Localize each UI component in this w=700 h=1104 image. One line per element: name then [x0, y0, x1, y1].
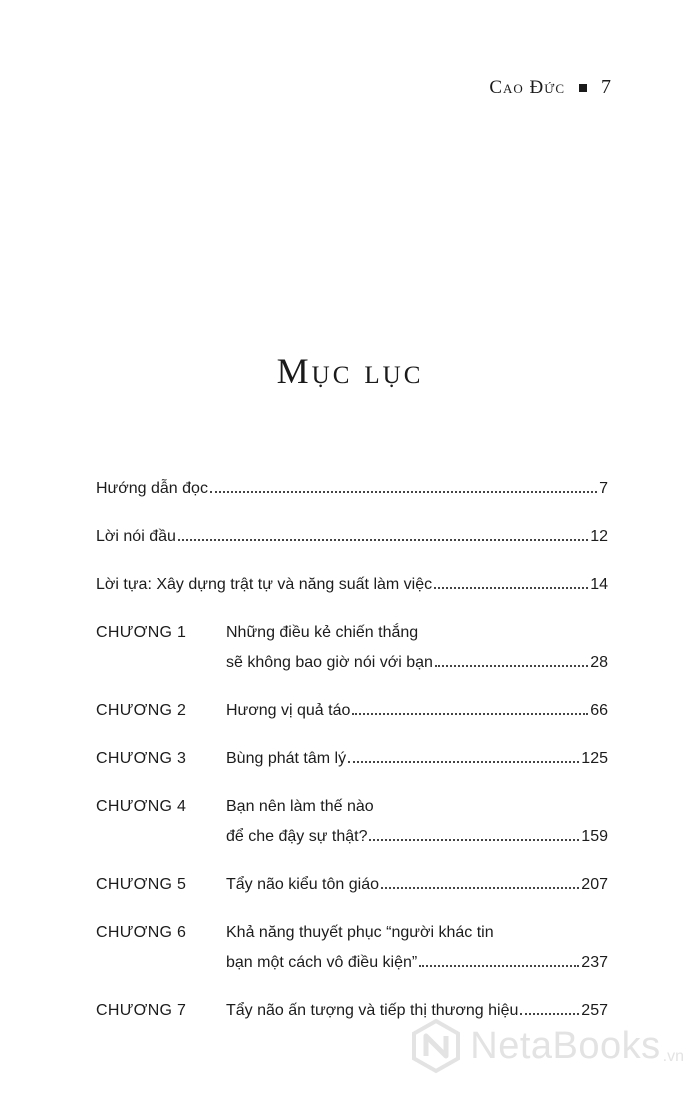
toc-entry — [96, 920, 608, 976]
toc-entry-title: Hướng dẫn đọc — [96, 480, 208, 497]
toc-chapter-label: CHƯƠNG 2 — [96, 702, 187, 719]
watermark-brand: NetaBooks — [470, 1024, 661, 1067]
toc-entry-title: Những điều kẻ chiến thắng — [226, 624, 419, 641]
watermark-tld: .vn — [662, 1048, 684, 1065]
toc-page-number: 159 — [581, 828, 608, 845]
dot-leader — [435, 665, 588, 667]
toc-chapter-label: CHƯƠNG 5 — [96, 876, 187, 893]
dot-leader — [210, 491, 597, 493]
toc-line — [96, 824, 608, 850]
running-head-author: Cao Đức — [489, 76, 565, 98]
toc-entry — [96, 698, 608, 724]
toc-line — [96, 650, 608, 676]
dot-leader — [520, 1013, 579, 1015]
toc-entry — [96, 794, 608, 850]
toc-entry-title: Lời tựa: Xây dựng trật tự và năng suất làm việc — [96, 576, 433, 593]
page-title: Mục lục — [276, 351, 424, 391]
toc-chapter-label: CHƯƠNG 3 — [96, 750, 187, 767]
toc-page-number: 257 — [581, 1002, 608, 1019]
toc-entry — [96, 746, 608, 772]
toc-page-number: 28 — [590, 654, 608, 671]
toc-page-number: 14 — [590, 576, 608, 593]
toc-entry-title: để che đậy sự thật? — [226, 828, 368, 845]
dot-leader — [352, 713, 588, 715]
toc-page-number: 66 — [590, 702, 608, 719]
toc-line — [96, 524, 608, 550]
toc-page-number: 237 — [581, 954, 608, 971]
toc-chapter-label: CHƯƠNG 7 — [96, 1002, 187, 1019]
toc-chapter-label: CHƯƠNG 6 — [96, 924, 187, 941]
toc-line — [96, 476, 608, 502]
toc-entry-title: sẽ không bao giờ nói với bạn — [226, 654, 433, 671]
netabooks-logo-icon — [408, 1018, 464, 1074]
dot-leader — [434, 587, 588, 589]
toc-entry-title: Tẩy não ấn tượng và tiếp thị thương hiệu — [226, 1002, 519, 1019]
toc-page-number: 125 — [581, 750, 608, 767]
toc-chapter-label: CHƯƠNG 4 — [96, 798, 187, 815]
page-number: 7 — [601, 76, 612, 98]
toc-page-number: 7 — [599, 480, 608, 497]
toc-entry-title: bạn một cách vô điều kiện” — [226, 954, 418, 971]
toc-entry-title: Hương vị quả táo — [226, 702, 351, 719]
toc-line — [96, 950, 608, 976]
toc-entry — [96, 476, 608, 502]
toc-entry-title: Khả năng thuyết phục “người khác tin — [226, 924, 494, 941]
toc-entry-title: Lời nói đầu — [96, 528, 176, 545]
toc-entry-title: Bùng phát tâm lý — [226, 750, 347, 767]
toc-page-number: 12 — [590, 528, 608, 545]
toc-line — [96, 572, 608, 598]
dot-leader — [348, 761, 579, 763]
toc-entry — [96, 524, 608, 550]
toc-page-number: 207 — [581, 876, 608, 893]
square-bullet-icon — [579, 84, 587, 92]
dot-leader — [381, 887, 579, 889]
toc-entry — [96, 620, 608, 676]
dot-leader — [369, 839, 579, 841]
toc-entry-title: Tẩy não kiểu tôn giáo — [226, 876, 379, 893]
toc-entry — [96, 872, 608, 898]
toc-chapter-label: CHƯƠNG 1 — [96, 624, 187, 641]
dot-leader — [419, 965, 579, 967]
running-head — [489, 76, 612, 99]
toc-entry — [96, 572, 608, 598]
watermark — [408, 1018, 684, 1074]
toc-entry-title: Bạn nên làm thế nào — [226, 798, 374, 815]
table-of-contents — [96, 476, 608, 1046]
dot-leader — [178, 539, 588, 541]
